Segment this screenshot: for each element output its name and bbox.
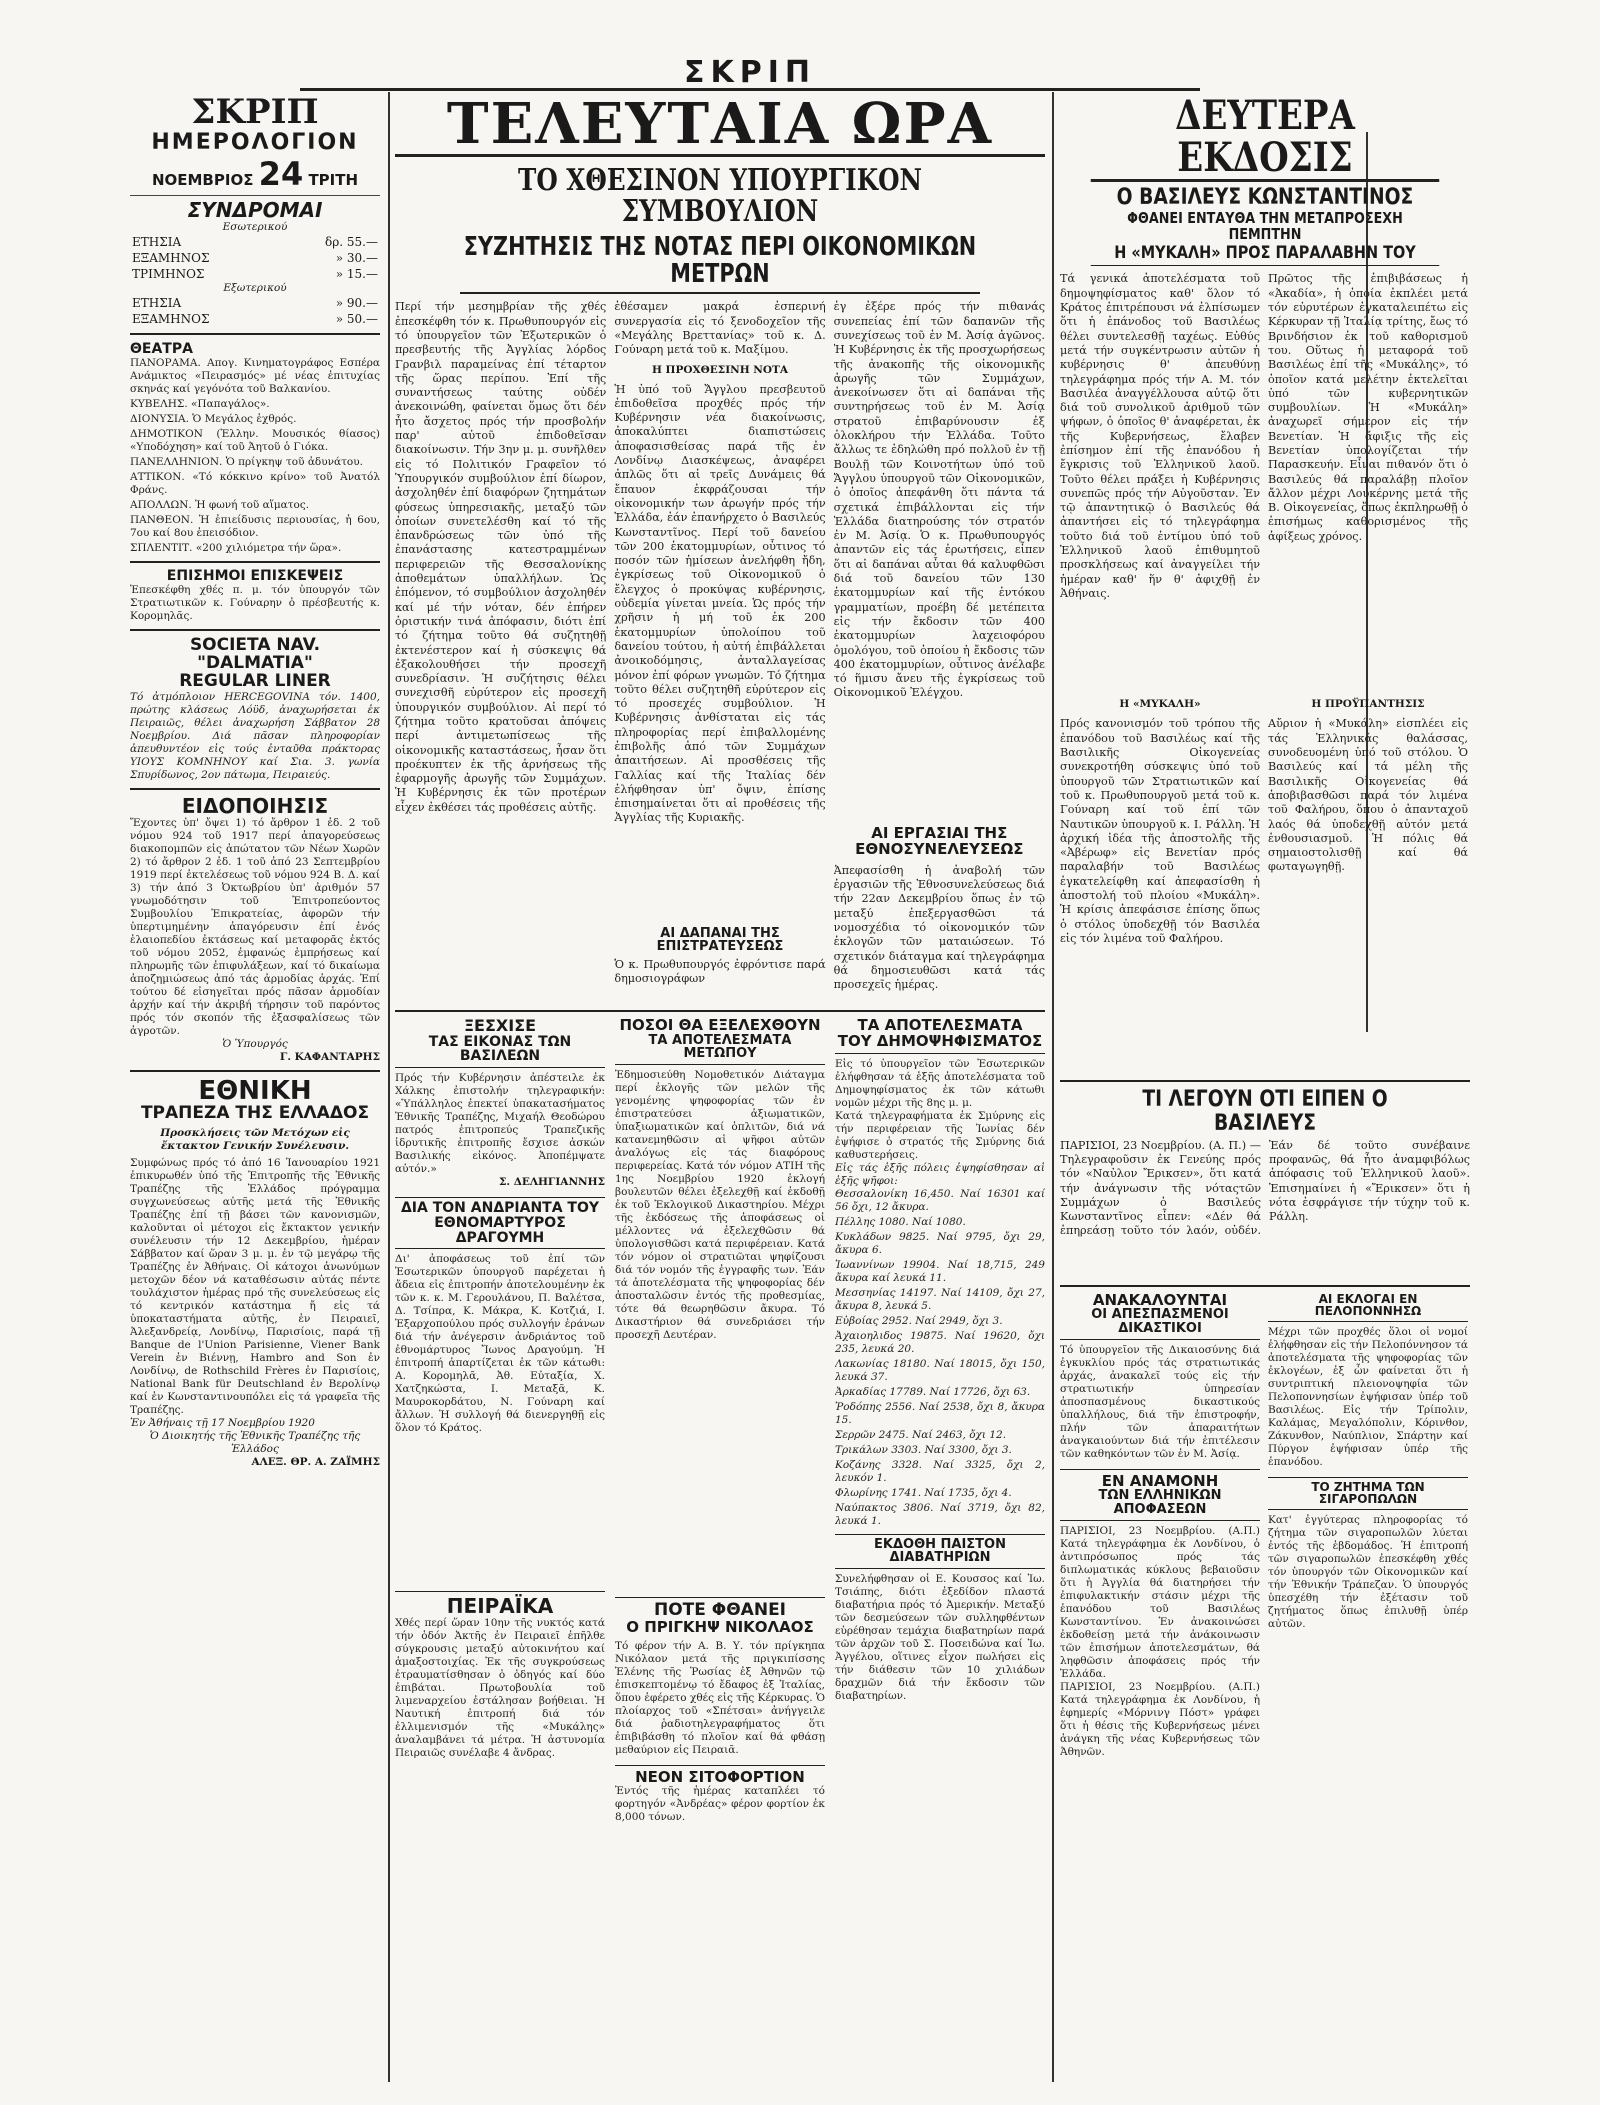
col3-tail: Ἀπεφασίσθη ἡ ἀναβολή τῶν ἐργασιῶν τῆς Ἐθνοσυνελεύσεως διά τήν 22αν Δεκεμβρίου ὅπως ἐν τῷ μεταξύ ἐπεξεργασθῶσι τά νομοσχέδια τό οἰκονομικόν τῶν ἐκλογῶν τῶν ματαιώσεων. Τό σχετικόν διάταγμα καί τηλεγράφημα θά δημοσιευθῶσι κατά τάς προσεχεῖς ἡμέρας. <box>833 863 1045 992</box>
prince-title: ΠΟΤΕ ΦΘΑΝΕΙ <box>615 1597 825 1620</box>
center-article-col1: Περί τήν μεσημβρίαν τῆς χθές ἐπεσκέφθη τόν κ. Πρωθυπουργόν εἰς τό ὑπουργεῖον τῶν Ἐξωτερικῶν ὁ πρεσβευτής τῆς Ἀγγλίας λόρδος Γρανβιλ παραμείνας ἐπί τέταρτον τῆς ὥρας περίπου. Ἐπί τῆς συναντήσεως ταύτης οὐδέν ἀνεκοινώθη, φαίνεται ὅμως ὅτι δέν ἦτο ἄσχετος πρός τήν προσβολήν παρ' αὐτοῦ ἐπιδοθεῖσαν διακοίνωσιν. Τήν 3ην μ. μ. συνῆλθεν εἰς τό Πολιτικόν Γραφεῖον τό Ὑπουργικόν συμβούλιον ἐπί δίωρον, ἀσχοληθέν ἐπί διαφόρων ζητημάτων φύσεως ὑπηρεσιακῆς, μεταξύ τῶν ὁποίων συνετελέσθη καί τό τῆς ἐπανδρώσεως τῶν ὑπό τῆς ἐπανάστασης κατεστραμμένων περιφερειῶν τῆς Θεσσαλονίκης ἀποθεμάτων ὑπαλλήλων. Ὡς ἐπόμενον, τό συμβούλιον ἀσχοληθέν καί μέ τήν νόταν, δέν ἐπήρεν ὁριστικήν τινά ἀπόφασιν, διότι ἐπί τό ζήτημα τοῦτο θά συζητηθῇ ἐκτενέστερον καί ἡ σύσκεψις θά ἐξακολουθήσει τήν προσεχῆ συνεδρίασιν. Ἡ συζήτησις θέλει συνεχισθῆ εὐρύτερον εἰς προσεχῆ ὑπουργικόν συμβούλιον. Αἱ περί τό ζήτημα τοῦτο κρατοῦσαι ἀπόψεις περί ἀντιμετωπίσεως τῆς οἰκονομικῆς καταστάσεως, ἦσαν ὅτι προέκυπτεν ἐκ τῆς ἀρνήσεως τῆς ἐφαρμογῆς ἀρωγῆς τῶν Συμμάχων. Ἡ Κυβέρνησις ἐκ τῶν προτέρων εἶχεν ἐκθέσει τάς προθέσεις αὐτῆς. <box>395 300 607 814</box>
theatres-list <box>130 357 380 555</box>
king-subheadline: ΦΘΑΝΕΙ ΕΝΤΑΥΘΑ ΤΗΝ ΜΕΤΑΠΡΟΣΕΧΗ ΠΕΜΠΤΗΝ <box>1127 209 1403 243</box>
theatres-title: ΘΕΑΤΡΑ <box>130 341 193 358</box>
awaiting-subtitle: ΤΩΝ ΕΛΛΗΝΙΚΩΝ ΑΠΟΦΑΣΕΩΝ <box>1060 1489 1260 1520</box>
subscriptions-domestic-table <box>130 234 380 282</box>
result-row: Κοζάνης 3328. Ναί 3325, ὄχι 2, λευκόν 1. <box>835 1458 1045 1484</box>
bank-sign: ΑΛΕΞ. ΘΡ. Α. ΖΑΪΜΗΣ <box>251 1455 380 1468</box>
calendar-date <box>130 154 380 193</box>
results-title: ΤΑ ΑΠΟΤΕΛΕΣΜΑΤΑ <box>857 1018 1023 1034</box>
subscription-price: » 30.— <box>335 251 378 266</box>
column-rule <box>1052 92 1054 2082</box>
elections-title: ΑΙ ΕΚΛΟΓΑΙ ΕΝ ΠΕΛΟΠΟΝΝΗΣΩ <box>1268 1293 1468 1322</box>
subscriptions-foreign-label: Εξωτερικού <box>223 282 287 295</box>
recalled-text: Τό ὑπουργεῖον τῆς Δικαιοσύνης διά ἐγκυκλίου πρός τάς στρατιωτικάς ἀρχάς, ἀνακαλεῖ τούς εἰς τήν στρατιωτικήν ὑπηρεσίαν ἀποσπασμένους δικαστικούς ὑπαλλήλους, διά τῆν ἐπιστροφήν, πλήν τῶν ἀπαραιτήτων ἀναγκαιούντων διά τήν ἐπιτέλεσιν τῶν καθηκόντων τῶν ἐν Μ. Ἀσίᾳ. <box>1060 1343 1260 1460</box>
prince-subtitle: Ο ΠΡΙΓΚΗΨ ΝΙΚΟΛΑΟΣ <box>626 1617 814 1636</box>
grain-title: ΝΕΟΝ ΣΙΤΟΦΟΡΤΙΟΝ <box>615 1765 825 1786</box>
king-col2-tail: Αὔριον ἡ «Μυκάλη» εἰσπλέει εἰς τάς Ἑλληνικάς θαλάσσας, συνοδευομένη ὑπό τοῦ στόλου. Ὁ Βασιλεύς καί τά μέλη τῆς Βασιλικῆς Οἰκογενείας θά ἀποβιβασθῶσι παρά τόν λιμένα τοῦ Φαλήρου, ὅπου ὁ ἀπανταχοῦ λαός θά ὑποδεχθῇ αὐτόν μετά ἐνθουσιασμοῦ. Ἡ πόλις θά σημαιοστολισθῇ καί θά φωταγωγηθῇ. <box>1268 717 1468 874</box>
theatre-listing: ΠΑΝΕΛΛΗΝΙΟΝ. Ὁ πρίγκηψ τοῦ ἀδυνάτου. <box>130 456 363 469</box>
subheadline: ΣΥΖΗΤΗΣΙΣ ΤΗΣ ΝΟΤΑΣ ΠΕΡΙ ΟΙΚΟΝΟΜΙΚΩΝ ΜΕΤΡΩΝ <box>460 234 980 295</box>
king-col1-text: Τά γενικά ἀποτελέσματα τοῦ δημοψηφίσματος καθ' ὅλον τό Κράτος ἐπιτρέπουσι νά ἐλπίσωμεν ὅτι ἡ ἐπάνοδος τοῦ Βασιλέως θέλει συντελεσθῇ ταχέως. Εὐθύς μετά τήν συγκέντρωσιν αὐτῶν ἡ κυβέρνησις θ' ἀπευθύνῃ τηλεγράφημα πρός τήν Α. Μ. τόν Βασιλέα ἀναγγέλλουσα αὐτῷ ὅτι διά τοῦ συνολικοῦ ἀριθμοῦ τῶν ψήφων, ὁ ὁποῖος θ' ἀναφέρεται, ἐκ τῆς Κυβερνήσεως, ἔλαβεν ἐπίσημον ἐπί τῆς ἐπανόδου ἡ ἔγκρισις τοῦ Ἑλληνικοῦ λαοῦ. Τοῦτο θέλει πράξει ἡ Κυβέρνησις συνεπῶς πρός τήν Αὐγοῦσταν. Ἐν τῷ ἀπαντητικῷ ὁ Βασιλεύς θά ἀπαντήσει εἰς τό τηλεγράφημα τοῦτο διά τοῦ ἐντίμου ὑπό τοῦ Ἑλληνικοῦ λαοῦ ἐπιθυμητοῦ προσκλήσεως καί ἀναγγείλει τήν ἡμέραν καθ' ἥν θ' ἀφιχθῇ ἐν Ἀθήναις. <box>1060 272 1260 600</box>
results-label: Εἰς τάς ἑξῆς πόλεις ἐψηφίσθησαν αἱ ἑξῆς ψῆφοι: <box>835 1161 1045 1187</box>
subscription-label: ΤΡΙΜΗΝΟΣ <box>132 267 205 282</box>
theatre-listing: ΑΠΟΛΛΩΝ. Ἡ φωνή τοῦ αἵματος. <box>130 499 310 512</box>
subscriptions-foreign-table <box>130 295 380 327</box>
result-row: Ἀχαιοηλιδος 19875. Ναί 19620, ὄχι 235, λευκά 20. <box>835 1329 1045 1355</box>
col2-subhead: Η ΠΡΟΧΘΕΣΙΝΗ ΝΟΤΑ <box>651 363 789 376</box>
masthead: ΣΚΡΙΠ <box>300 58 1200 91</box>
torn-title: ΞΕΣΧΙΣΕ <box>463 1018 537 1035</box>
col2-intro: ἐθέσαμεν μακρά ἑσπερινή συνεργασία εἰς τό ξενοδοχεῖον τῆς «Μεγάλης Βρεττανίας» τοῦ κ. Δ. Γούναρη μετά τοῦ κ. Μαξίμου. <box>614 300 826 357</box>
results-list <box>835 1188 1045 1528</box>
result-row: Σερρῶν 2475. Ναί 2463, ὄχι 12. <box>835 1428 1007 1441</box>
theatre-listing: ΠΑΝΟΡΑΜΑ. Απογ. Κινηματογράφος Εσπέρα Ανάμικτος «Πειρασμός» μέ νέας ἐπιτυχίας σκηνάς καί γεγόνότα τοῦ Βαλκανίου. <box>130 357 380 396</box>
elected-subtitle: ΤΑ ΑΠΟΤΕΛΕΣΜΑΤΑ ΜΕΤΩΠΟΥ <box>615 1034 825 1065</box>
right-lower-col2 <box>1268 1293 1468 2063</box>
divider <box>130 1070 380 1072</box>
theatre-listing: ΑΤΤΙΚΟΝ. «Τό κόκκινο κρίνο» τοῦ Ἀνατόλ Φράνς. <box>130 471 380 497</box>
ad-text: Τό ἀτμόπλοιον HERCEGOVINA τόν. 1400, πρώτης κλάσεως Λόϋδ, ἀναχωρήσεται ἐκ Πειραιῶς, θέλει ἀναχωρήση Σάββατον 28 Νοεμβρίου. Διά πᾶσαν πληροφορίαν ἀπευθυντέον εἰς τούς ἐνταῦθα πράκτορας ΥΙΟΥΣ ΚΟΜΝΗΝΟΥ καί Σια. 3. γωνία Σπυρίδωνος, 2ον πάτωμα, Πειραιεύς. <box>130 690 380 781</box>
visits-text: Ἐπεσκέφθη χθές π. μ. τόν ὑπουργόν τῶν Στρατιωτικῶν κ. Γούναρην ὁ πρέσβευτής κ. Κορομηλᾶς. <box>130 584 380 623</box>
result-row: Φλωρίνης 1741. Ναί 1735, ὄχι 4. <box>835 1486 1012 1499</box>
subscription-price: » 15.— <box>335 267 378 282</box>
col2-text: Ἡ ὑπό τοῦ Ἄγγλου πρεσβευτοῦ ἐπιδοθεῖσα προχθές πρός τήν Κυβέρνησιν νέα διακοίνωσις, ἀποκαλύπτει διαπιστώσεις ἀποφασισθείσας παρά τῆς ἐν Λονδίνῳ Διασκέψεως, ἀναφέρει ἁπλῶς ὅτι αἱ τρεῖς Δυνάμεις θά ἔπαυον ἐκφράζουσαι τήν οἰκονομικήν των ἀρωγήν πρός τήν Ἑλλάδα, ἐάν ἐπανήρχετο ὁ Βασιλεύς Κωνσταντῖνος. Περί τοῦ δανείου τῶν 200 ἑκατομμυρίων, οὗτινος τό ποσόν τῶν ἡμίσεων ἀνελήφθη ἤδη, ἐγκρίσεως τοῦ Οἰκονομικοῦ ὁ ἔλεγχος ὁ προκύψας κυβέρνησις, οὐδεμία γίνεται μνεία. Ὡς πρός τήν χρῆσιν ἡ μή τοῦ ἐκ 200 ἑκατομμυρίων ὑπολοίπου τοῦ δανείου τούτου, ἡ αὐτή ἐπιβάλλεται ἀνοικοδόμησις, ἀνταλλαγείσας μόνον ἐπί φόρων γνωμῶν. Τό ζήτημα τοῦτο θέλει συζητηθῆ εὐρύτερον εἰς τό προσεχές συμβούλιον. Ἡ Κυβέρνησις ἀνθίσταται εἰς τάς πληροφορίας περί ἐπιβαλλομένης ἐπιβολῆς ἀπό τῶν Συμμάχων ἀπαιτήσεων. Αἱ προσθέσεις τῆς Γαλλίας καί τῆς Ἰταλίας δέν ἐλήφθησαν ὑπ' ὄψιν, ἐπίσης ἐπισημαίνεται ὅτι αἱ προθέσεις τῆς Ἀγγλίας τῆς Κυριακῆς. <box>614 382 826 825</box>
king-col1-tail: Πρός κανονισμόν τοῦ τρόπου τῆς ἐπανόδου τοῦ Βασιλέως καί τῆς Βασιλικῆς Οἰκογενείας συνεκροτήθη σύσκεψις ὑπό τοῦ ὑπουργοῦ τῶν Στρατιωτικῶν καί τοῦ κ. Πρωθυπουργοῦ μετά τοῦ κ. Γούναρη καί τοῦ ἐπί τῶν Ναυτικῶν ὑπουργοῦ κ. Ι. Ράλλη. Ἡ ἀρχική ἰδέα τῆς ἀποστολῆς τῆς «Ἀβέρωφ» εἰς Βενετίαν πρός παραλαβήν τοῦ Βασιλέως ἐγκατελείφθη καί ἀπεφασίσθη ἡ ἀποστολή τοῦ πλοίου «Μυκάλη». Ἡ κρίσις ἀπεφάσισε ἐπίσης ὅπως ὁ στόλος ὑποδεχθῇ τόν Βασιλέα εἰς τόν λιμένα τοῦ Φαλήρου. <box>1060 717 1260 945</box>
result-row: Λακωνίας 18180. Ναί 18015, ὄχι 150, λευκά 37. <box>835 1357 1045 1383</box>
subscription-label: ΕΤΗΣΙΑ <box>132 296 182 311</box>
elections-text: Μέχρι τῶν προχθές ὅλοι οἱ νομοί ἐλήφθησαν εἰς τήν Πελοπόννησον τά ἀποτελέσματα τῆς ψηφοφορίας τῶν ἐκλογέων, ἐξ ὧν φαίνεται ὅτι ἡ συντριπτική πλειονοψηφία τῶν Πελοποννησίων ἐψήφισαν ὑπέρ τοῦ Βασιλέως. Εἰς τήν Τρίπολιν, Καλάμας, Μεγαλόπολιν, Κόρινθον, Ζάκυνθον, Ναύπλιον, Σπάρτην καί Πύργον ἐψήφισαν ὑπέρ τῆς ἐπανόδου. <box>1268 1325 1468 1468</box>
king-headline: Ο ΒΑΣΙΛΕΥΣ ΚΩΝΣΤΑΝΤΙΝΟΣ <box>1116 185 1414 210</box>
col3-subhead: ΑΙ ΕΡΓΑΣΙΑΙ ΤΗΣ ΕΘΝΟΣΥΝΕΛΕΥΣΕΩΣ <box>855 824 1024 859</box>
result-row: Πέλλης 1080. Ναί 1080. <box>835 1215 966 1228</box>
piraeus-text: Χθές περί ὥραν 10ην τῆς νυκτός κατά τήν ὁδόν Ἀκτῆς ἐν Πειραιεῖ ἐπῆλθε σύγκρουσις μεταξύ αὐτοκινήτου καί ἁμαξοστοιχίας. Ἐκ τῆς συγκρούσεως ἐτραυματίσθησαν ὁ ὁδηγός καί δύο ἐπιβάται. Πρωτοβουλία τοῦ λιμεναρχείου ἐστάλησαν βοήθειαι. Ἡ Ναυτική ἐπιτροπή διά τόν ἐλλιμενισμόν τῆς «Μυκάλης» ἀναλαμβάνει τά μέτρα. Ἡ ἀστυνομία Πειραιῶς συνέλαβε 4 ἄνδρας. <box>395 1617 605 1760</box>
result-row: Ῥοδόπης 2556. Ναί 2538, ὄχι 8, ἄκυρα 15. <box>835 1400 1045 1426</box>
ad-liner: REGULAR LINER <box>179 670 331 691</box>
recalled-subtitle: ΟΙ ΑΠΕΣΠΑΣΜΕΝΟΙ ΔΙΚΑΣΤΙΚΟΙ <box>1060 1308 1260 1339</box>
calendar-day: 24 <box>258 154 304 193</box>
bank-subtitle: ΤΡΑΠΕΖΑ ΤΗΣ ΕΛΛΑΔΟΣ <box>140 1102 370 1123</box>
right-lower-col1 <box>1060 1293 1260 2063</box>
king-article-col1 <box>1060 272 1260 1072</box>
result-row: Κυκλάδων 9825. Ναί 9795, ὄχι 29, ἄκυρα 6. <box>835 1230 1045 1256</box>
theatre-listing: ΔΗΜΟΤΙΚΟΝ (Ἑλλην. Μουσικός θίασος) «Υποδόχηση» καί τοῦ Ἀητοῦ ὁ Γιόκα. <box>130 428 380 454</box>
result-row: Ναύπακτος 3806. Ναί 3719, ὄχι 82, λευκά 1. <box>835 1501 1045 1527</box>
divider <box>130 333 380 335</box>
result-row: Μεσσηνίας 14197. Ναί 14109, ὄχι 27, ἄκυρα 8, λευκά 5. <box>835 1286 1045 1312</box>
notices-text: Ἔχοντες ὑπ' ὄψει 1) τό ἄρθρον 1 ἐδ. 2 τοῦ νόμου 924 τοῦ 1917 περί ἀπαγορεύσεως διακοπομπῶν εἰς ἀπώτατον τῶν Νέων Χωρῶν 2) τό ἄρθρον 2 ἐδ. 1 τοῦ ἀπό 23 Σεπτεμβρίου 1919 περί ἐκτελέσεως τοῦ νόμου 924 Β. Δ. καί 3) τήν ἀπό 3 Ὀκτωβρίου ὑπ' ἀριθμόν 57 γνωμοδότησιν τοῦ Ἐπιτροπεύοντος Συμβουλίου Ἐπικρατείας, ἀφορῶν τήν ὑπερτιμημένην ἀπαγόρευσιν ἐπί ἐνός ἑλαιοπεδίου ἐκτάσεως καί μεταφορᾶς ἐκτός τοῦ νόμου 2052, ἐμφανώς ἐμπρήσεως καί πληρωμῆς τῶν ἐπιφυλάξεων, καί τό δικαίωμα ἀποζημιώσεως ἀπό τάς ἀρμοδίας ἀρχάς. Ἐπί τούτου δέ εἰσηγεῖται πρός πᾶσαν ἁρμοδίαν ἀρχήν καί τήν ἀκριβή τήρησιν τοῦ παρόντος πρός τόν σκοπόν τῆς ἐξασφαλίσεως τῶν ἀγροτῶν. <box>130 816 380 1037</box>
second-edition-banner: ΔΕΥΤΕΡΑ ΕΚΔΟΣΙΣ <box>1091 95 1440 182</box>
king-col1-subhead: Η «ΜΥΚΑΛΗ» <box>1119 698 1201 711</box>
right-section <box>1060 95 1470 2085</box>
lower-col-b <box>615 1018 825 2078</box>
awaiting-text: ΠΑΡΙΣΙΟΙ, 23 Νοεμβρίου. (Α.Π.) Κατά τηλεγράφημα ἐκ Λονδίνου, ὁ ἀντιπρόσωπος πρός τάς διπλωματικάς κύκλους βεβαιοῦσιν ὅτι ἡ Ἀγγλία θά διατηρήσει τήν ἐπιφυλακτικήν στάσιν μέχρι τῆς ἐπανόδου τοῦ Βασιλέως Κωνσταντίνου. Ἐν ἀνακοινώσει ἐκδοθείσῃ μετά τήν ἀνάκοινωσιν τῶν ἐπισήμων ἀποτελεσμάτων, θά ληφθῶσιν ἀποφάσεις πρός τήν Ἑλλάδα. <box>1060 1524 1260 1680</box>
ad-company: SOCIETA NAV. "DALMATIA" <box>189 635 321 673</box>
piraeus-title: ΠΕΙΡΑΪΚΑ <box>395 1591 605 1617</box>
tobacco-text: Κατ' ἐγγύτερας πληροφορίας τό ζήτημα τῶν σιγαροπωλῶν λύεται ἐντός τῆς ἑβδομάδος. Ἡ ἐπιτροπή τῶν σιγαροπωλῶν ἐπεσκέφθη χθές τόν ὑπουργόν τῶν Οἰκονομικῶν καί τήν Ἐθνικήν Τράπεζαν. Ὁ ὑπουργός ὑπεσχέθη τήν ἐξέτασιν τοῦ ζητήματος ὅπως ἐπιλυθῇ ὑπέρ αὐτῶν. <box>1268 1514 1468 1630</box>
divider <box>130 788 380 790</box>
result-row: Θεσσαλονίκη 16,450. Ναί 16301 καί 56 ὄχι, 12 ἄκυρα. <box>835 1187 1045 1213</box>
subscription-row <box>130 250 380 266</box>
subscription-row <box>130 311 380 327</box>
result-row: Εὐβοίας 2952. Ναί 2949, ὄχι 3. <box>835 1314 1003 1327</box>
subscription-price: » 90.— <box>335 296 378 311</box>
col2-subhead2: ΑΙ ΔΑΠΑΝΑΙ ΤΗΣ ΕΠΙΣΤΡΑΤΕΥΣΕΩΣ <box>656 925 784 955</box>
results-intro: Εἰς τό ὑπουργεῖον τῶν Ἐσωτερικῶν ἐλήφθησαν τά ἑξῆς ἀποτελέσματα τοῦ Δημοψηφίσματος ἐκ τῶν κάτωθι νομῶν μέχρι τῆς 8ης μ. μ. <box>835 1057 1045 1109</box>
subscriptions-domestic-label: Εσωτερικού <box>222 221 288 234</box>
bank-date: Ἐν Ἀθήναις τῇ 17 Νοεμβρίου 1920 <box>130 1416 315 1429</box>
theatre-listing: ΚΥΒΕΛΗΣ. «Παπαγάλος». <box>130 398 270 411</box>
bank-title: ΕΘΝΙΚΗ <box>198 1075 312 1106</box>
subscriptions-title: ΣΥΝΔΡΟΜΑΙ <box>187 198 323 223</box>
torn-subtitle: ΤΑΣ ΕΙΚΟΝΑΣ ΤΩΝ ΒΑΣΙΛΕΩΝ <box>395 1035 605 1068</box>
divider <box>130 629 380 631</box>
passports-text: Συνελήφθησαν οἱ Ε. Κουσσος καί Ἰω. Τσιάπης, διότι ἐξεδίδον πλαστά διαβατήρια πρός τό Ἀμερικήν. Μεταξύ τῶν δεσμεύσεων τῶν συλληφθέντων εὑρέθησαν τεμάχια διαβατηρίων παρά τῶν ἀρχῶν τοῦ Σ. Ποσειδώνα καί Ἰω. Ἀγγέλου, οἵτινες εἶχον πωλήσει εἰς τήν διάθεσιν τῶν 10 χιλιάδων δραχμῶν διά τήν ἔκδοσιν τῶν διαβατηρίων. <box>835 1572 1045 1702</box>
last-hour-banner: ΤΕΛΕΥΤΑΙΑ ΩΡΑ <box>395 95 1045 157</box>
king-article-col2 <box>1268 272 1468 1072</box>
headline: ΤΟ ΧΘΕΣΙΝΟΝ ΥΠΟΥΡΓΙΚΟΝ ΣΥΜΒΟΥΛΙΟΝ <box>518 162 922 230</box>
theatre-listing: ΣΠΛΕΝΤΙΤ. «200 χιλιόμετρα τήν ὥρα». <box>130 542 342 555</box>
center-article-col2 <box>614 300 825 995</box>
calendar-weekday: ΤΡΙΤΗ <box>308 170 359 189</box>
torn-text: Πρός τήν Κυβέρνησιν ἀπέστειλε ἐκ Χάλκης ἐπιστολήν τηλεγραφικήν: «Ὑπάλληλος ἐπεκτεί ὑπακατασήματος Ἐθνικῆς Τραπέζης, Μιχαήλ Θεοδώρου πατρός ἐπιτροπεύς Τραπεζικῆς ἰδρυτικῆς ἐπιτροπῆς ἔσχισε ἀσκών Βασιλικής εἰκόνος. Ἀποπέμψατε αὐτόν.» <box>395 1072 605 1176</box>
left-column <box>130 95 380 2095</box>
king-col2-subhead: Η ΠΡΟΫΠΑΝΤΗΣΙΣ <box>1311 698 1425 711</box>
result-row: Ἰωαννίνων 19904. Ναί 18,715, 249 ἄκυρα καί λευκά 11. <box>835 1258 1045 1284</box>
king-said-text: ΠΑΡΙΣΙΟΙ, 23 Νοεμβρίου. (Α. Π.) — Τηλεγραφοῦσιν ἐκ Γενεύης πρός τόν «Ναὐλον Ἔρικσεν», ὅτι κατά τήν ἀνάγνωσιν τῆς νόταςτῶν Συμμάχων ὁ Βασιλεύς Κωνσταντῖνος εἶπεν: «Δέν θά ἐπηρεάσῃ τοῦτο τόν λαόν, οὐδέν. Ἐάν δέ τοῦτο συνέβαινε προφανῶς, θά ἦτο ἀναμφιβόλως ἀπόφασις τοῦ Ἑλληνικοῦ λαοῦ». Ἐπισημαίνει ἡ «Ἔρικσεν» ὅτι ἡ νότα ἐσφράγισε τήν τύχην τοῦ κ. Ράλλη. <box>1060 1138 1470 1238</box>
subscription-row <box>130 234 380 250</box>
calendar-title: ΣΚΡΙΠ <box>191 95 319 132</box>
torn-sign: Σ. ΔΕΛΗΓΙΑΝΝΗΣ <box>498 1176 605 1189</box>
subscription-price: δρ. 55.— <box>325 235 378 250</box>
tobacco-title: ΤΟ ΖΗΤΗΜΑ ΤΩΝ ΣΙΓΑΡΟΠΩΛΩΝ <box>1268 1477 1468 1510</box>
results-subtitle: ΤΟΥ ΔΗΜΟΨΗΦΙΣΜΑΤΟΣ <box>835 1034 1045 1054</box>
bank-sub: Προσκλήσεις τῶν Μετόχων εἰς ἔκτακτον Γενικήν Συνέλευσιν. <box>160 1126 350 1152</box>
elected-title: ΠΟΣΟΙ ΘΑ ΕΞΕΛΕΧΘΟΥΝ <box>619 1018 821 1034</box>
results-intro2: Κατά τηλεγραφήματα ἐκ Σμύρνης εἰς τήν περιφέρειαν τῆς Ἰωνίας δέν ἐψήφισε ὁ στρατός τῆς Σμύρνης διά καθυστερήσεις. <box>835 1109 1045 1161</box>
result-row: Ἀρκαδίας 17789. Ναί 17726, ὄχι 63. <box>835 1385 1031 1398</box>
king-col2-text: Πρῶτος τῆς ἐπιβιβάσεως ἡ «Ἀκαδία», ἡ ὁποία ἐκπλέει μετά τόν εὐρυτέρων ἐγκαταλειπέτω εἰς Κέρκυραν τῇ Ἰταλίᾳ τρίτης, ἔως τό Βρινδήσιον ἐκ τοῦ καθορισμοῦ του. Οὕτως ἡ μεταφορά τοῦ Βασιλέως ἐπί τῆς «Μυκάλης», τό ὁποῖον κατά μελέτην ἐκτελεῖται ὑπό τῶν κυβερνητικῶν συμβουλίων. Ἡ «Μυκάλη» ἀναχωρεῖ σήμερον εἰς τήν Βενετίαν. Ἡ ἄφιξις τῆς εἰς Βενετίαν ὑπολογίζεται τήν Παρασκευήν. Εἶναι πιθανόν ὅτι ὁ Βασιλεύς θά παραλάβῃ πλοῖον ἄλλον μέχρι Λουκέρνης μετά τῆς Β. Οἰκογενείας, ὅπως ἐκπληρωθῇ ὁ ἐπισήμως καθορισμένος τῆς ἀφίξεως χρόνος. <box>1268 272 1468 543</box>
divider <box>130 195 380 196</box>
subscription-row <box>130 295 380 311</box>
col3-text: ἐγ ἐξέρε πρός τήν πιθανάς συνεπείας ἐπί τῶν δαπανῶν τῆς συνεχίσεως τοῦ ἐν Μ. Ἀσίᾳ ἀγῶνος. Ἡ Κυβέρνησις ἐκ τῆς προσχωρήσεως τῆς ἀνακοπῆς τῆς οἰκονομικῆς ἀρωγῆς τῶν Συμμάχων, ἀνεκοίνωσεν ὅτι αἱ δαπάναι τῆς συντηρήσεως τοῦ ἐν Μ. Ἀσίᾳ στρατοῦ ἐπιβαρύνουσιν ἐξ ὁλοκλήρου τήν Ἑλλάδα. Τοῦτο ἄλλως τε ἐδηλώθη πρό πολλοῦ ἐν τῇ Βουλῇ τῶν Κοινοτήτων ὑπό τοῦ Ἄγγλου ὑπουργοῦ τῶν Οἰκονομικῶν, ὁ ὁποῖος ἀπεφάνθη ὅτι πάντα τά σχετικά ἐπιβάλλονται εἰς τήν Ἑλλάδα διατηρούσης τόν στρατόν ἐν Μ. Ἀσίᾳ. Ὁ κ. Πρωθυπουργός ἀπαντῶν εἰς τάς ἐρωτήσεις, εἶπεν ὅτι αἱ δαπάναι αὗται θά καλυφθῶσι διά τοῦ δανείου τῶν 130 ἑκατομμυρίων καί τῆς ἐντόκου γραμματίων, προέβη δέ μετέπειτα εἰς τήν ἔκδοσιν τῶν 400 ἑκατομμυρίων λαχειοφόρου ὁμολόγου, τοῦ ὁποίου ἡ ἔκδοσις τῶν 400 ἑκατομμυρίων, οὗτινος ἀνέλαβε τό ἥμισυ ἄνευ τῆς ἐγκρίσεως τοῦ Οἰκονομικοῦ Ἐλέγχου. <box>833 300 1045 700</box>
calendar-subtitle: ΗΜΕΡΟΛΟΓΙΟΝ <box>151 129 359 155</box>
lower-col-a <box>395 1018 605 2078</box>
awaiting-text2: ΠΑΡΙΣΙΟΙ, 23 Νοεμβρίου. (Α.Π.) Κατά τηλεγράφημα ἐκ Λονδίνου, ἡ ἐφημερίς «Μόρνινγ Πόστ» γράφει ὅτι ἡ θέσις τῆς Κυβερνήσεως μένει ἀνάγκη τῆς νέας Κυβερνήσεως τῶν Ἀθηνῶν. <box>1060 1680 1260 1758</box>
subscription-price: » 50.— <box>335 312 378 327</box>
recalled-title: ΑΝΑΚΑΛΟΥΝΤΑΙ <box>1092 1292 1228 1309</box>
notices-sign-role: Ὁ Ὑπουργός <box>222 1037 288 1050</box>
king-said-title: ΤΙ ΛΕΓΟΥΝ ΟΤΙ ΕΙΠΕΝ Ο ΒΑΣΙΛΕΥΣ <box>1142 1087 1388 1136</box>
grain-text: Ἐντός τῆς ἡμέρας καταπλέει τό φορτηγόν «Ἀνδρέας» φέρον φορτίον ἐκ 8,000 τόνων. <box>615 1785 825 1824</box>
bank-org: Ὁ Διοικητής τῆς Ἐθνικῆς Τραπέζης τῆς Ἑλλάδος <box>149 1429 361 1455</box>
divider <box>130 561 380 563</box>
center-section <box>395 95 1045 995</box>
prince-text: Τό φέρον τήν Α. Β. Υ. τόν πρίγκηπα Νικόλαον μετά τῆς πριγκιπίσσης Ἑλένης τῆς Ῥωσίας ἐξ Ἀθηνῶν τῷ ἐπισκεπτομένῳ τό ἔδαφος ἐξ Ἰταλίας, ὅπου ἐφέρετο χθές εἰς τῆς Κέρκυρας. Ὁ πλοίαρχος τοῦ «Σπέτσαι» ἀνήγγειλε διά ῥαδιοτηλεγραφήματος ὅτι ἐπιβιβάσθη τό πλοῖον καί θά φθάσῃ μεθαύριον εἰς Πειραιᾶ. <box>615 1639 825 1756</box>
mykali-headline: Η «ΜΥΚΑΛΗ» ΠΡΟΣ ΠΑΡΑΛΑΒΗΝ ΤΟΥ <box>1091 245 1440 267</box>
statue-text: Δι' ἀποφάσεως τοῦ ἐπί τῶν Ἐσωτερικῶν ὑπουργοῦ παρέχεται ἡ ἄδεια εἰς ἐπιτροπήν ἀποτελουμένην ἐκ τῶν κ. κ. Μ. Γερουλάνου, Π. Βαλέτσα, Δ. Τσίπρα, Κ. Μάκρα, Κ. Κοτζιά, Ι. Ἐξαρχοπούλου πρός συλλογήν ἐράνων διά τήν ἀνέγερσιν ἀνδριάντος τοῦ ἐθνομάρτυρος Ἴωνος Δραγούμη. Ἡ ἐπιτροπή ἀπαρτίζεται ἐκ τῶν κάτωθι: Α. Κορομηλᾶ, Ἀθ. Εὐταξία, Χ. Χατζηκώστα, Ι. Μεταξᾶ, Κ. Μαυροκορδάτου, Ν. Γούναρη καί ἄλλων. Ἡ συλλογή θά διενεργηθῇ εἰς ὅλον τό Κράτος. <box>395 1253 605 1435</box>
theatre-listing: ΠΑΝΘΕΟΝ. Ἡ ἐπιείδυσις περιουσίας, ἡ 6ου, 7ου καί 8ου ἐπεισόδιον. <box>130 514 380 540</box>
subscription-label: ΕΤΗΣΙΑ <box>132 235 182 250</box>
subscription-row <box>130 266 380 282</box>
bank-text: Συμφώνως πρός τό ἀπό 16 Ἰανουαρίου 1921 ἐπικυρωθέν ὑπό τῆς Ἐπιτροπῆς τῆς Ἐθνικῆς Τραπέζης τῆς Ἑλλάδος πρόγραμμα συγχωνεύσεως αὐτῆς μετά τῆς Ἐθνικῆς Τραπέζης ἐπί τῇ βάσει τῶν κανονισμῶν, καλοῦνται οἱ μέτοχοι εἰς ἔκτακτον γενικήν συνέλευσιν τήν 12 Δεκεμβρίου, ἡμέραν Σάββατον καί ὥραν 3 μ. μ. ἐν τῷ μεγάρῳ τῆς Τραπέζης ἐν Ἀθήναις. Οἱ κάτοχοι ἀνωνύμων μετοχῶν δέον νά καταθέσωσιν αὐτάς πέντε τουλάχιστον ἡμέρας πρό τῆς συνελεύσεως εἰς τό κεντρικόν κατάστημα ἤ εἰς τά ὑποκαταστήματα αὐτῆς, ἐν Πειραιεῖ, Ἀλεξανδρείᾳ, Λονδίνῳ, Παρισίοις, παρά τῇ Banque de l'Union Parisienne, Viener Bank Verein ἐν Βιέννῃ, Hambro and Son ἐν Λονδίνῳ, de Rothschild Frères ἐν Παρισίοις, National Bank für Deutschland ἐν Βερολίνῳ καί ἐν Κωνσταντινουπόλει εἰς τά γραφεῖα τῆς Τραπέζης. <box>130 1156 380 1416</box>
notices-sign-name: Γ. ΚΑΦΑΝΤΑΡΗΣ <box>279 1050 380 1063</box>
awaiting-title: ΕΝ ΑΝΑΜΟΝΗ <box>1060 1469 1260 1490</box>
passports-title: ΕΚΔΟΘΗ ΠΑΙΣΤΟΝ ΔΙΑΒΑΤΗΡΙΩΝ <box>835 1534 1045 1569</box>
calendar-month: ΝΟΕΜΒΡΙΟΣ <box>151 170 254 189</box>
lower-col-c <box>835 1018 1045 2078</box>
result-row: Τρικάλων 3303. Ναί 3300, ὄχι 3. <box>835 1443 1012 1456</box>
statue-title: ΔΙΑ ΤΟΝ ΑΝΔΡΙΑΝΤΑ ΤΟΥ ΕΘΝΟΜΑΡΤΥΡΟΣ ΔΡΑΓΟΥΜΗ <box>395 1197 605 1249</box>
center-article-col3 <box>834 300 1045 995</box>
col2-tail: Ὁ κ. Πρωθυπουργός ἐφρόντισε παρά δημοσιογράφων <box>614 957 826 986</box>
divider <box>395 1010 1045 1012</box>
subscription-label: ΕΞΑΜΗΝΟΣ <box>132 251 210 266</box>
visits-title: ΕΠΙΣΗΜΟΙ ΕΠΙΣΚΕΨΕΙΣ <box>166 568 344 585</box>
elected-text: Ἐδημοσιεύθη Νομοθετικόν Διάταγμα περί ἐκλογῆς τῶν μελῶν τῆς γενομένης ψηφοφορίας τῶν ἐν ἐπιστρατεύσει ἀξιωματικῶν, ὑπαξιωματικῶν καί ὁπλιτῶν, διά νά κατανεμηθῶσιν αἱ ψῆφοι αὐτῶν ἀναλόγως εἰς τάς διαφόρους περιφερείας. Κατά τόν νόμον ΑΤΙΗ τῆς 1ης Νοεμβρίου 1920 ἐκλογή βουλευτῶν θέλει ἐξελεχθῇ καί ἐκδοθῇ ἐκ τοῦ Ἐκλογικοῦ Δικαστηρίου. Μέχρι τῆς ἐκδόσεως τῆς ἀποφάσεως οἱ μέλλοντες νά ἐξελεχθῶσιν θά ὑπολογισθῶσι κατά περιφέρειαν. Κατά τόν νόμον οἱ στρατιῶται ψηφίζουσι διά τόν νομόν τῆς ἐγγραφῆς των. Ἐάν τά ἀποτελέσματα τῆς ψηφοφορίας δέν ἀποσταλῶσιν ἐντός τῆς προθεσμίας, τότε θά θεωρηθῶσιν ἄκυρα. Τό Δικαστήριον θά συνεδριάσει τήν προσεχῆ Δευτέραν. <box>615 1069 825 1342</box>
theatre-listing: ΔΙΟΝΥΣΙΑ. Ὁ Μεγάλος ἐχθρός. <box>130 413 297 426</box>
notices-title: ΕΙΔΟΠΟΙΗΣΙΣ <box>181 793 329 818</box>
column-rule <box>388 92 390 2082</box>
subscription-label: ΕΞΑΜΗΝΟΣ <box>132 312 210 327</box>
